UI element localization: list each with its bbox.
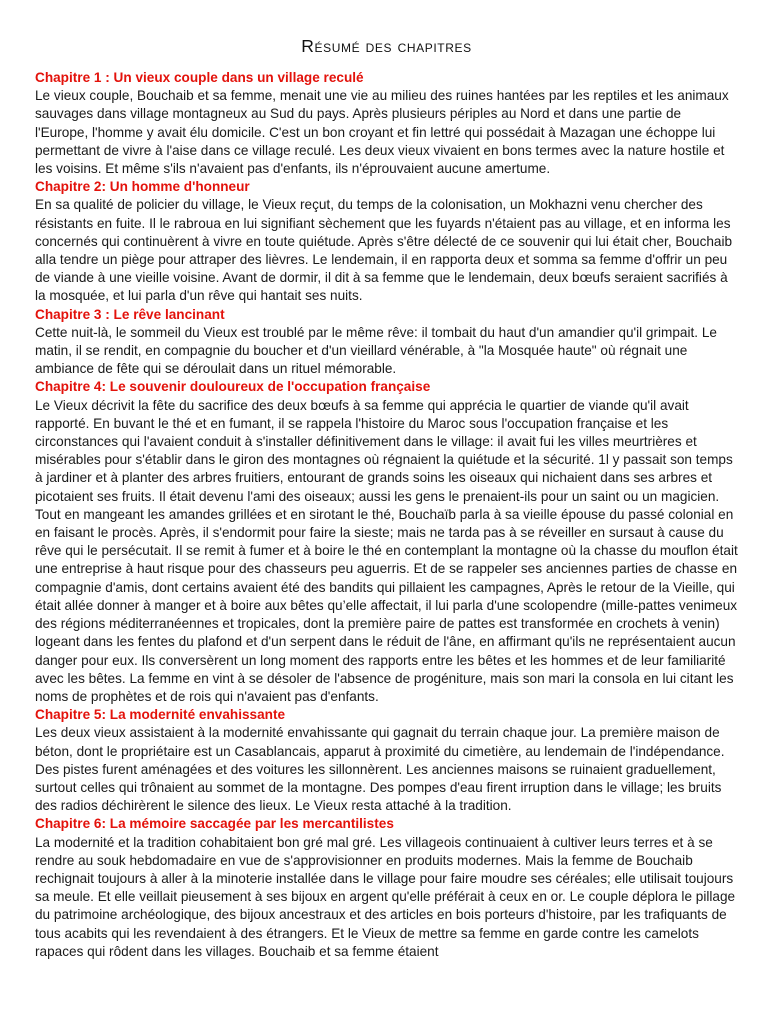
- chapter-summary: Les deux vieux assistaient à la modernité envahissante qui gagnait du terrain chaque jour. La première maison de béton, dont le propriétaire est un Casablancais, apparut à proximité du cimetière, au lendemain de l'indépendance. Des pistes furent aménagées et des voitures les sillonnèrent. Les anciennes maisons se ruinaient graduellement, surtout celles qui trônaient au sommet de la montagne. Des pompes d'eau firent irruption dans le village; les bruits des radios déchirèrent le silence des lieux. Le Vieux resta attaché à la tradition.: [35, 725, 725, 814]
- chapter-summary: Le Vieux décrivit la fête du sacrifice des deux bœufs à sa femme qui apprécia le quartier de viande qu'il avait rapporté. En buvant le thé et en fumant, il se rappela l'histoire du Maroc sous l'occupation française et les circonstances qui l'avaient conduit à s'installer définitivement dans le village: il avait fui les villes meurtrières et misérables pour s'établir dans le giron des montagnes où régnaient la quiétude et la sécurité. 1l y passait son temps à jardiner et à planter des arbres fruitiers, entourant de grands soins les oiseaux qui nichaient dans ses arbres et picotaient ses fruits. Il était devenu l'ami des oiseaux; aussi les gens le prenaient-ils pour un saint ou un magicien. Tout en mangeant les amandes grillées et en sirotant le thé, Bouchaïb parla à sa vieille épouse du passé colonial en en faisant le procès. Après, il s'endormit pour faire la sieste; mais ne tarda pas à se réveiller en sursaut à cause du rêve qui le persécutait. Il se remit à fumer et à boire le thé en contemplant la montagne où la chasse du mouflon était une entreprise à haut risque pour des chasseurs peu aguerris. Et de se rappeler ses anciennes parties de chasse en compagnie d'amis, dont certains avaient été des bandits qui pillaient les campagnes, Après le retour de la Vieille, qui était allée donner à manger et à boire aux bêtes qu’elle affectait, il lui parla d'une scolopendre (mille-pattes venimeux des régions méditerranéennes et tropicales, dont la première paire de pattes est transformée en crochets à venin) logeant dans les fentes du plafond et d'un serpent dans le réduit de l'âne, en affirmant qu'ils ne représentaient aucun danger pour eux. Ils conversèrent un long moment des rapports entre les bêtes et les hommes et de leur familiarité avec les bêtes. La femme en vint à se désoler de l'absence de progéniture, mais son mari la consola en lui citant les noms de prophètes et de rois qui n'avaient pas d'enfants.: [35, 397, 738, 704]
- chapter-heading: Chapitre 6: La mémoire saccagée par les mercantilistes: [35, 816, 394, 832]
- chapter-summary: Cette nuit-là, le sommeil du Vieux est troublé par le même rêve: il tombait du haut d'un amandier qu'il grimpait. Le matin, il se rendit, en compagnie du boucher et d'un vieillard vénérable, à "la Mosquée haute" où régnait une ambiance de fête qui se déroulait dans un rituel mémorable.: [35, 324, 717, 377]
- chapter-summary: La modernité et la tradition cohabitaient bon gré mal gré. Les villageois continuaient à cultiver leurs terres et à se rendre au souk hebdomadaire en vue de s'approvisionner en produits modernes. Mais la femme de Bouchaib rechignait toujours à aller à la minoterie installée dans le village pour faire moudre ses céréales; elle utilisait toujours sa meule. Et elle veillait pieusement à ses bijoux en argent qu'elle préférait à ceux en or. Le couple déplora le pillage du patrimoine archéologique, des bijoux ancestraux et des articles en bois porteurs d'histoire, par les trafiquants de tous acabits qui les revendaient à des étrangers. Et le Vieux de mettre sa femme en garde contre les camelots rapaces qui rôdent dans les villages. Bouchaib et sa femme étaient: [35, 834, 736, 959]
- chapter-5: [35, 706, 738, 815]
- chapter-3: [35, 306, 738, 379]
- chapter-6: [35, 815, 738, 961]
- chapter-4: [35, 378, 738, 706]
- chapter-summary: En sa qualité de policier du village, le Vieux reçut, du temps de la colonisation, un Mokhazni venu chercher des résistants en fuite. Il le rabroua en lui signifiant sèchement que les fuyards n'étaient pas au village, et en informa les concernés qui continuèrent à vivre en toute quiétude. Après s'être délecté de ce souvenir qui lui était cher, Bouchaib alla tendre un piège pour attraper des lièvres. Le lendemain, il en rapporta deux et somma sa femme d'offrir un peu de viande à une vieille voisine. Avant de dormir, il dit à sa femme que le lendemain, deux bœufs seraient sacrifiés à la mosquée, et lui parla d'un rêve qui hantait ses nuits.: [35, 197, 733, 304]
- chapter-heading: Chapitre 4: Le souvenir douloureux de l'occupation française: [35, 379, 431, 395]
- document-title: Résumé des chapitres: [301, 36, 472, 56]
- chapter-2: [35, 178, 738, 305]
- chapter-heading: Chapitre 3 : Le rêve lancinant: [35, 306, 225, 322]
- chapter-1: [35, 69, 738, 178]
- chapter-heading: Chapitre 1 : Un vieux couple dans un village reculé: [35, 70, 364, 85]
- chapter-heading: Chapitre 5: La modernité envahissante: [35, 707, 286, 723]
- chapter-summary: Le vieux couple, Bouchaib et sa femme, menait une vie au milieu des ruines hantées par les reptiles et les animaux sauvages dans village montagneux au Sud du pays. Après plusieurs périples au Nord et dans une partie de l'Europe, l'homme y avait élu domicile. C'est un bon croyant et fin lettré qui possédait à Mazagan une échoppe lui permettant de vivre à l'aise dans ce village reculé. Les deux vieux vivaient en bons termes avec la nature hostile et les voisins. Et même s'ils n'avaient pas d'enfants, ils n'éprouvaient aucune amertume.: [35, 88, 729, 177]
- chapter-heading: Chapitre 2: Un homme d'honneur: [35, 179, 250, 195]
